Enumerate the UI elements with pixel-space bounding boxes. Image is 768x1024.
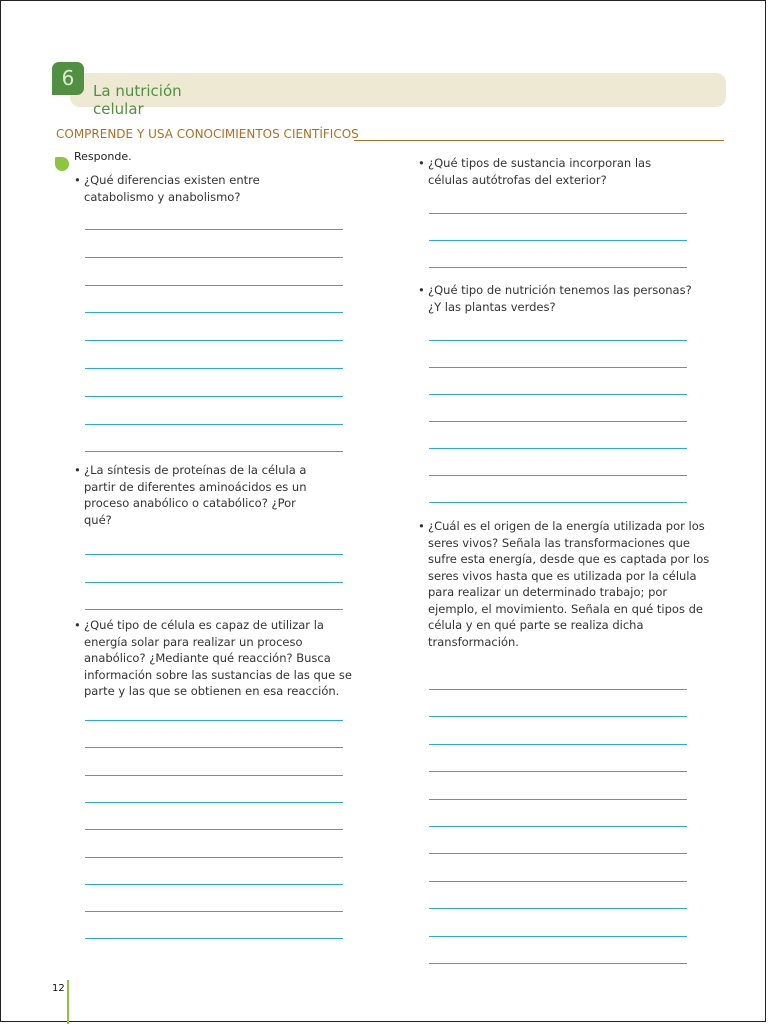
answer-line[interactable] — [85, 884, 343, 885]
answer-line[interactable] — [85, 609, 343, 610]
question-text: ¿Qué diferencias existen entre catabolismo y anabolismo? — [84, 173, 260, 204]
answer-line[interactable] — [429, 826, 687, 827]
question-2 — [74, 462, 324, 528]
chapter-title: La nutrición celular — [93, 82, 182, 118]
answer-line[interactable] — [429, 367, 687, 368]
answer-line[interactable] — [429, 716, 687, 717]
answer-line[interactable] — [429, 267, 687, 268]
answer-line[interactable] — [429, 448, 687, 449]
answer-line[interactable] — [429, 853, 687, 854]
answer-line[interactable] — [85, 257, 343, 258]
question-3 — [74, 617, 360, 700]
question-text: ¿Qué tipos de sustancia incorporan las células autótrofas del exterior? — [428, 156, 652, 187]
answer-line[interactable] — [429, 744, 687, 745]
answer-line[interactable] — [429, 394, 687, 395]
answer-line[interactable] — [85, 775, 343, 776]
answer-line[interactable] — [85, 368, 343, 369]
bullet: • — [74, 463, 81, 477]
section-heading-rule — [354, 140, 724, 141]
answer-line[interactable] — [85, 857, 343, 858]
answer-line[interactable] — [429, 213, 687, 214]
answer-line[interactable] — [429, 475, 687, 476]
bullet: • — [418, 519, 425, 533]
answer-line[interactable] — [85, 396, 343, 397]
answer-line[interactable] — [85, 582, 343, 583]
answer-line[interactable] — [85, 911, 343, 912]
chapter-number-badge: 6 — [52, 62, 84, 95]
answer-line[interactable] — [429, 240, 687, 241]
answer-line[interactable] — [85, 938, 343, 939]
bullet: • — [418, 283, 425, 297]
answer-line[interactable] — [429, 421, 687, 422]
answer-line[interactable] — [429, 340, 687, 341]
question-4 — [418, 155, 668, 188]
page-number: 12 — [52, 983, 65, 994]
answer-line[interactable] — [85, 312, 343, 313]
bullet: • — [74, 173, 81, 187]
answer-line[interactable] — [85, 424, 343, 425]
question-1 — [74, 172, 284, 205]
question-5 — [418, 282, 708, 315]
instruction-text: Responde. — [74, 150, 132, 163]
bullet: • — [74, 618, 81, 632]
answer-line[interactable] — [85, 720, 343, 721]
answer-line[interactable] — [429, 881, 687, 882]
answer-line[interactable] — [85, 829, 343, 830]
section-heading: COMPRENDE Y USA CONOCIMIENTOS CIENTÍFICOS — [56, 127, 359, 141]
bullet: • — [418, 156, 425, 170]
answer-line[interactable] — [85, 554, 343, 555]
question-text: ¿Qué tipo de nutrición tenemos las personas? ¿Y las plantas verdes? — [428, 283, 692, 314]
answer-line[interactable] — [85, 285, 343, 286]
answer-line[interactable] — [85, 802, 343, 803]
answer-line[interactable] — [85, 229, 343, 230]
answer-line[interactable] — [85, 451, 343, 452]
question-text: ¿Cuál es el origen de la energía utilizada por los seres vivos? Señala las transformaciones que sufre esta energía, desde que es captada por los seres vivos hasta que es utilizada por la célula para realizar un determinado trabajo; por ejemplo, el movimiento. Señala en qué tipos de célula y en qué parte se realiza dicha transformación. — [428, 519, 710, 649]
answer-line[interactable] — [85, 747, 343, 748]
question-text: ¿Qué tipo de célula es capaz de utilizar la energía solar para realizar un proceso anabólico? ¿Mediante qué reacción? Busca información sobre las sustancias de las que se parte y las que se obtienen en esa reacción. — [84, 618, 352, 698]
answer-line[interactable] — [429, 689, 687, 690]
question-text: ¿La síntesis de proteínas de la célula a partir de diferentes aminoácidos es un proceso anabólico o catabólico? ¿Por qué? — [84, 463, 307, 527]
answer-line[interactable] — [429, 936, 687, 937]
answer-line[interactable] — [85, 340, 343, 341]
answer-line[interactable] — [429, 963, 687, 964]
footer-bar — [67, 980, 69, 1024]
answer-line[interactable] — [429, 908, 687, 909]
leaf-icon — [55, 157, 69, 171]
answer-line[interactable] — [429, 799, 687, 800]
answer-line[interactable] — [429, 502, 687, 503]
question-6 — [418, 518, 718, 650]
answer-line[interactable] — [429, 771, 687, 772]
